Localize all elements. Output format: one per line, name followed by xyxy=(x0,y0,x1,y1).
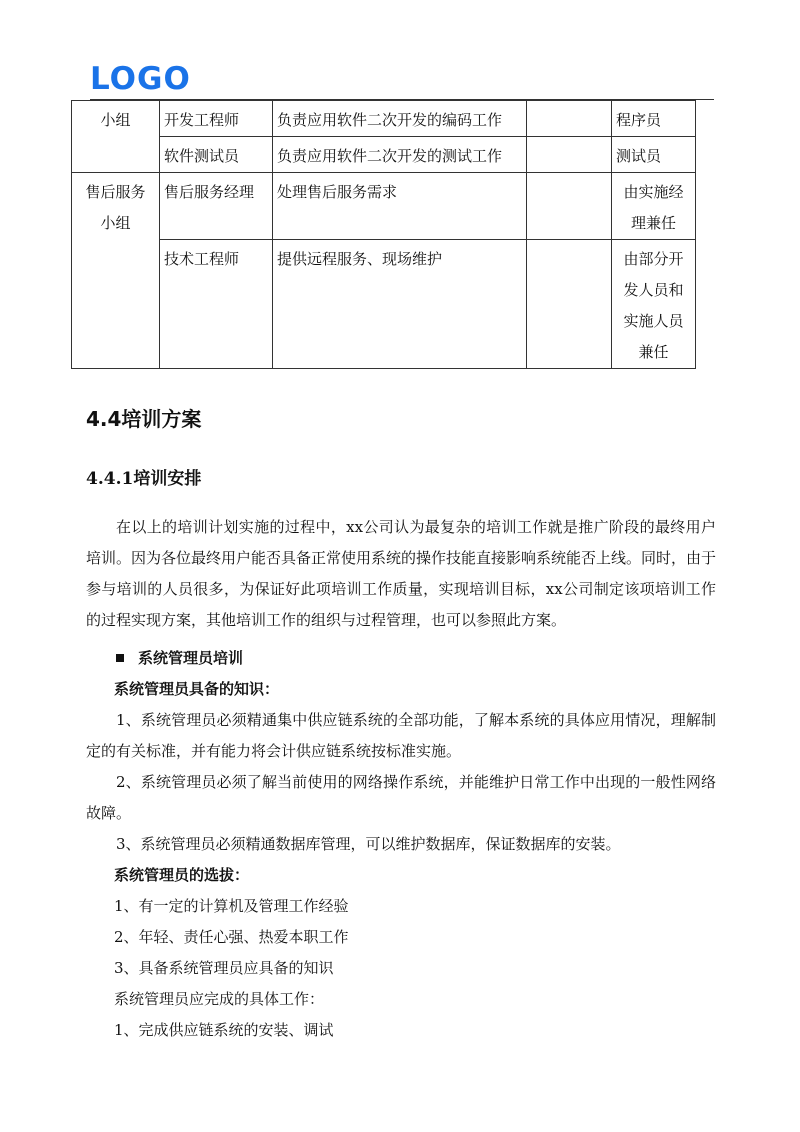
knowledge-item: 2、系统管理员必须了解当前使用的网络操作系统，并能维护日常工作中出现的一般性网络故障。 xyxy=(86,773,716,822)
table-cell-role: 软件测试员 xyxy=(160,137,273,173)
staff-line: 由部分开 xyxy=(623,250,684,268)
section-heading: 4.4培训方案 xyxy=(86,407,202,431)
training-content xyxy=(86,643,716,1046)
knowledge-heading: 系统管理员具备的知识： xyxy=(114,680,280,698)
table-cell-staff xyxy=(612,240,696,369)
table-cell-role: 开发工程师 xyxy=(160,101,273,137)
table-cell-role: 技术工程师 xyxy=(160,240,273,369)
table-row xyxy=(72,240,696,369)
table-cell-duty: 处理售后服务需求 xyxy=(273,173,527,240)
work-item: 1、完成供应链系统的安装、调试 xyxy=(114,1021,334,1039)
table-cell-duty: 提供远程服务、现场维护 xyxy=(273,240,527,369)
staff-line: 发人员和 xyxy=(623,281,684,299)
staff-line: 兼任 xyxy=(638,343,669,361)
staff-line: 实施人员 xyxy=(623,312,684,330)
selection-item: 1、有一定的计算机及管理工作经验 xyxy=(114,897,349,915)
table-row xyxy=(72,101,696,137)
logo: LOGO xyxy=(90,61,191,97)
table-cell-extra xyxy=(527,137,612,173)
table-row xyxy=(72,137,696,173)
knowledge-item: 3、系统管理员必须精通数据库管理，可以维护数据库，保证数据库的安装。 xyxy=(116,835,621,853)
table-cell-extra xyxy=(527,101,612,137)
intro-paragraph: 在以上的培训计划实施的过程中，xx公司认为最复杂的培训工作就是推广阶段的最终用户培训。因为各位最终用户能否具备正常使用系统的操作技能直接影响系统能否上线。同时，由于参与培训的人员很多，为保证好此项培训工作质量，实现培训目标，xx公司制定该项培训工作的过程实现方案，其他培训工作的组织与过程管理，也可以参照此方案。 xyxy=(86,518,717,629)
group-line: 售后服务 xyxy=(85,183,146,201)
selection-heading: 系统管理员的选拔： xyxy=(114,866,250,884)
staff-line: 理兼任 xyxy=(630,214,676,232)
staff-line: 由实施经 xyxy=(623,183,684,201)
table-cell-extra xyxy=(527,173,612,240)
selection-item: 2、年轻、责任心强、热爱本职工作 xyxy=(114,928,349,946)
table-cell-staff: 程序员 xyxy=(612,101,696,137)
bullet-heading xyxy=(86,643,716,674)
table-cell-role: 售后服务经理 xyxy=(160,173,273,240)
knowledge-item: 1、系统管理员必须精通集中供应链系统的全部功能，了解本系统的具体应用情况，理解制定的有关标准，并有能力将会计供应链系统按标准实施。 xyxy=(86,711,716,760)
subsection-heading: 4.4.1培训安排 xyxy=(86,469,202,489)
table-cell-staff xyxy=(612,173,696,240)
selection-item: 3、具备系统管理员应具备的知识 xyxy=(114,959,334,977)
work-heading: 系统管理员应完成的具体工作： xyxy=(114,990,325,1008)
table-row xyxy=(72,173,696,240)
square-bullet-icon xyxy=(116,654,124,662)
roles-table xyxy=(71,100,696,369)
table-cell-group: 小组 xyxy=(72,101,160,173)
table-cell-staff: 测试员 xyxy=(612,137,696,173)
intro-paragraph-block xyxy=(86,512,716,636)
table-cell-extra xyxy=(527,240,612,369)
table-cell-duty: 负责应用软件二次开发的编码工作 xyxy=(273,101,527,137)
table-cell-duty: 负责应用软件二次开发的测试工作 xyxy=(273,137,527,173)
bullet-heading-text: 系统管理员培训 xyxy=(138,649,244,667)
group-line: 小组 xyxy=(100,214,131,232)
table-cell-group xyxy=(72,173,160,369)
